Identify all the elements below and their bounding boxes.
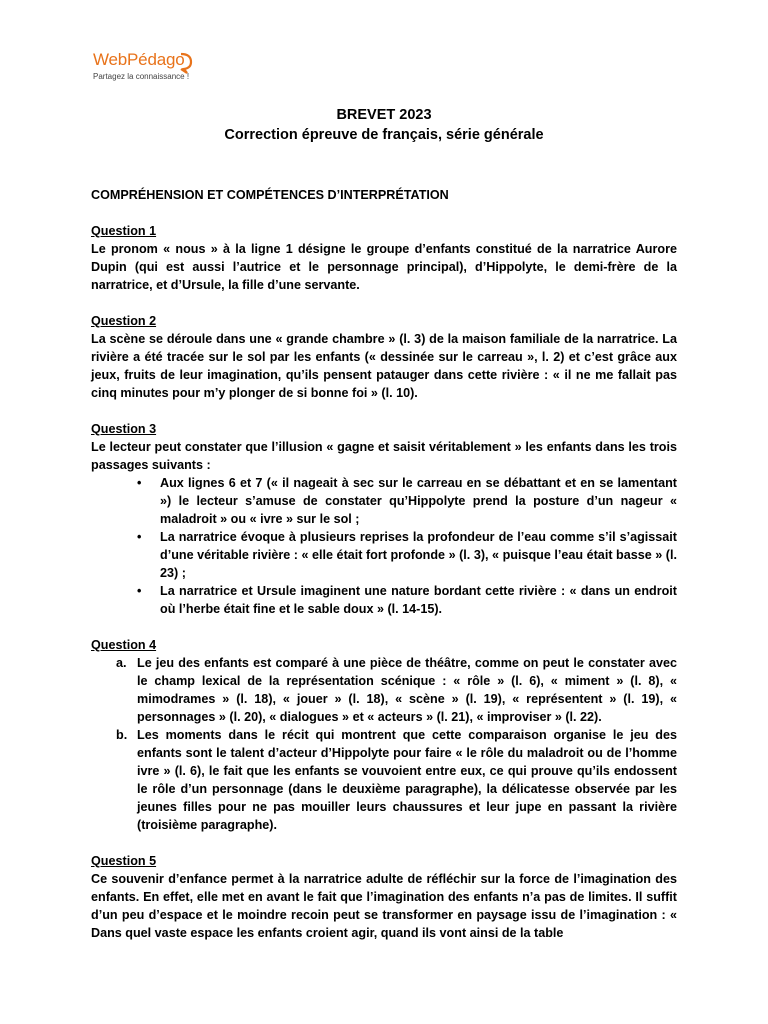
document-body	[91, 186, 677, 942]
list-item-text: La narratrice évoque à plusieurs reprises la profondeur de l’eau comme s’il s’agissait d’une véritable rivière : « elle était fort profonde » (l. 3), « puisque l’eau était basse » (l. 23) ;	[160, 530, 677, 580]
bullet-icon: •	[137, 584, 142, 598]
question-heading: Question 5	[91, 854, 157, 868]
document-subtitle: Correction épreuve de français, série générale	[224, 127, 544, 143]
question-heading: Question 2	[91, 314, 157, 328]
logo-tagline: Partagez la connaissance !	[93, 72, 190, 81]
list-item-text: Le jeu des enfants est comparé à une pièce de théâtre, comme on peut le constater avec le champ lexical de la représentation scénique : « rôle » (l. 6), « miment » (l. 8), « mimodrames » (l. 18), « jouer » (l. 18), « scène » (l. 19), « représentent » (l. 19), « personnages » (l. 20), « dialogues » et « acteurs » (l. 21), « improviser » (l. 22).	[137, 656, 677, 724]
list-marker: b.	[116, 728, 128, 742]
question-4	[91, 636, 677, 834]
list-item	[91, 654, 677, 726]
list-marker: a.	[116, 656, 127, 670]
question-heading: Question 4	[91, 638, 157, 652]
list-item	[91, 474, 677, 528]
list-item-text: La narratrice et Ursule imaginent une nature bordant cette rivière : « dans un endroit où l’herbe était fine et le sable doux » (l. 14-15).	[160, 584, 677, 616]
answer-text: La scène se déroule dans une « grande chambre » (l. 3) de la maison familiale de la narratrice. La rivière a été tracée sur le sol par les enfants (« dessinée sur le carreau », l. 2) et c’est grâce aux jeux, fruits de leur imagination, qu’ils pensent patauger dans cette rivière : « il ne me fallait pas cinq minutes pour m’y plonger de si bonne foi » (l. 10).	[91, 332, 677, 400]
lettered-list	[91, 654, 677, 834]
logo-wordmark: WebPédago	[93, 50, 185, 69]
list-item-text: Aux lignes 6 et 7 (« il nageait à sec sur le carreau en se débattant et en se lamentant ») le lecteur s’amuse de constater qu’Hippolyte prend la posture d’un nageur « maladroit » ou « ivre » sur le sol ;	[160, 476, 677, 526]
question-5	[91, 852, 677, 942]
list-item	[91, 726, 677, 834]
list-item-text: Les moments dans le récit qui montrent que cette comparaison organise le jeu des enfants sont le talent d’acteur d’Hippolyte pour faire « le rôle du maladroit ou de l’homme ivre » (l. 6), le fait que les enfants se vouvoient entre eux, ce qui prouve qu’ils endossent le rôle d’un personnage (dans le deuxième paragraphe), la délicatesse observée par les jeunes filles pour ne pas mouiller leurs chaussures et leur jupe en passant la rivière (troisième paragraphe).	[137, 728, 677, 832]
question-heading: Question 3	[91, 422, 157, 436]
speech-bubble-icon	[179, 52, 193, 74]
answer-intro: Le lecteur peut constater que l’illusion « gagne et saisit véritablement » les enfants dans les trois passages suivants :	[91, 440, 677, 472]
question-3	[91, 420, 677, 618]
document-title: BREVET 2023	[336, 107, 432, 123]
section-heading: COMPRÉHENSION ET COMPÉTENCES D’INTERPRÉTATION	[91, 188, 449, 202]
webpedago-logo[interactable]	[93, 50, 203, 90]
bullet-icon: •	[137, 530, 142, 544]
question-heading: Question 1	[91, 224, 157, 238]
bullet-icon: •	[137, 476, 142, 490]
bullet-list	[91, 474, 677, 618]
answer-text: Ce souvenir d’enfance permet à la narratrice adulte de réfléchir sur la force de l’imagination des enfants. En effet, elle met en avant le fait que l’imagination des enfants n’a pas de limites. Il suffit d’un peu d’espace et le moindre recoin peut se transformer en paysage issu de l’imagination : « Dans quel vaste espace les enfants croient agir, quand ils vont ainsi de la table	[91, 872, 677, 940]
question-2	[91, 312, 677, 402]
question-1	[91, 222, 677, 294]
answer-text: Le pronom « nous » à la ligne 1 désigne le groupe d’enfants constitué de la narratrice Aurore Dupin (qui est aussi l’autrice et le personnage principal), d’Hippolyte, le demi-frère de la narratrice, et d’Ursule, la fille d’une servante.	[91, 242, 677, 292]
list-item	[91, 528, 677, 582]
list-item	[91, 582, 677, 618]
